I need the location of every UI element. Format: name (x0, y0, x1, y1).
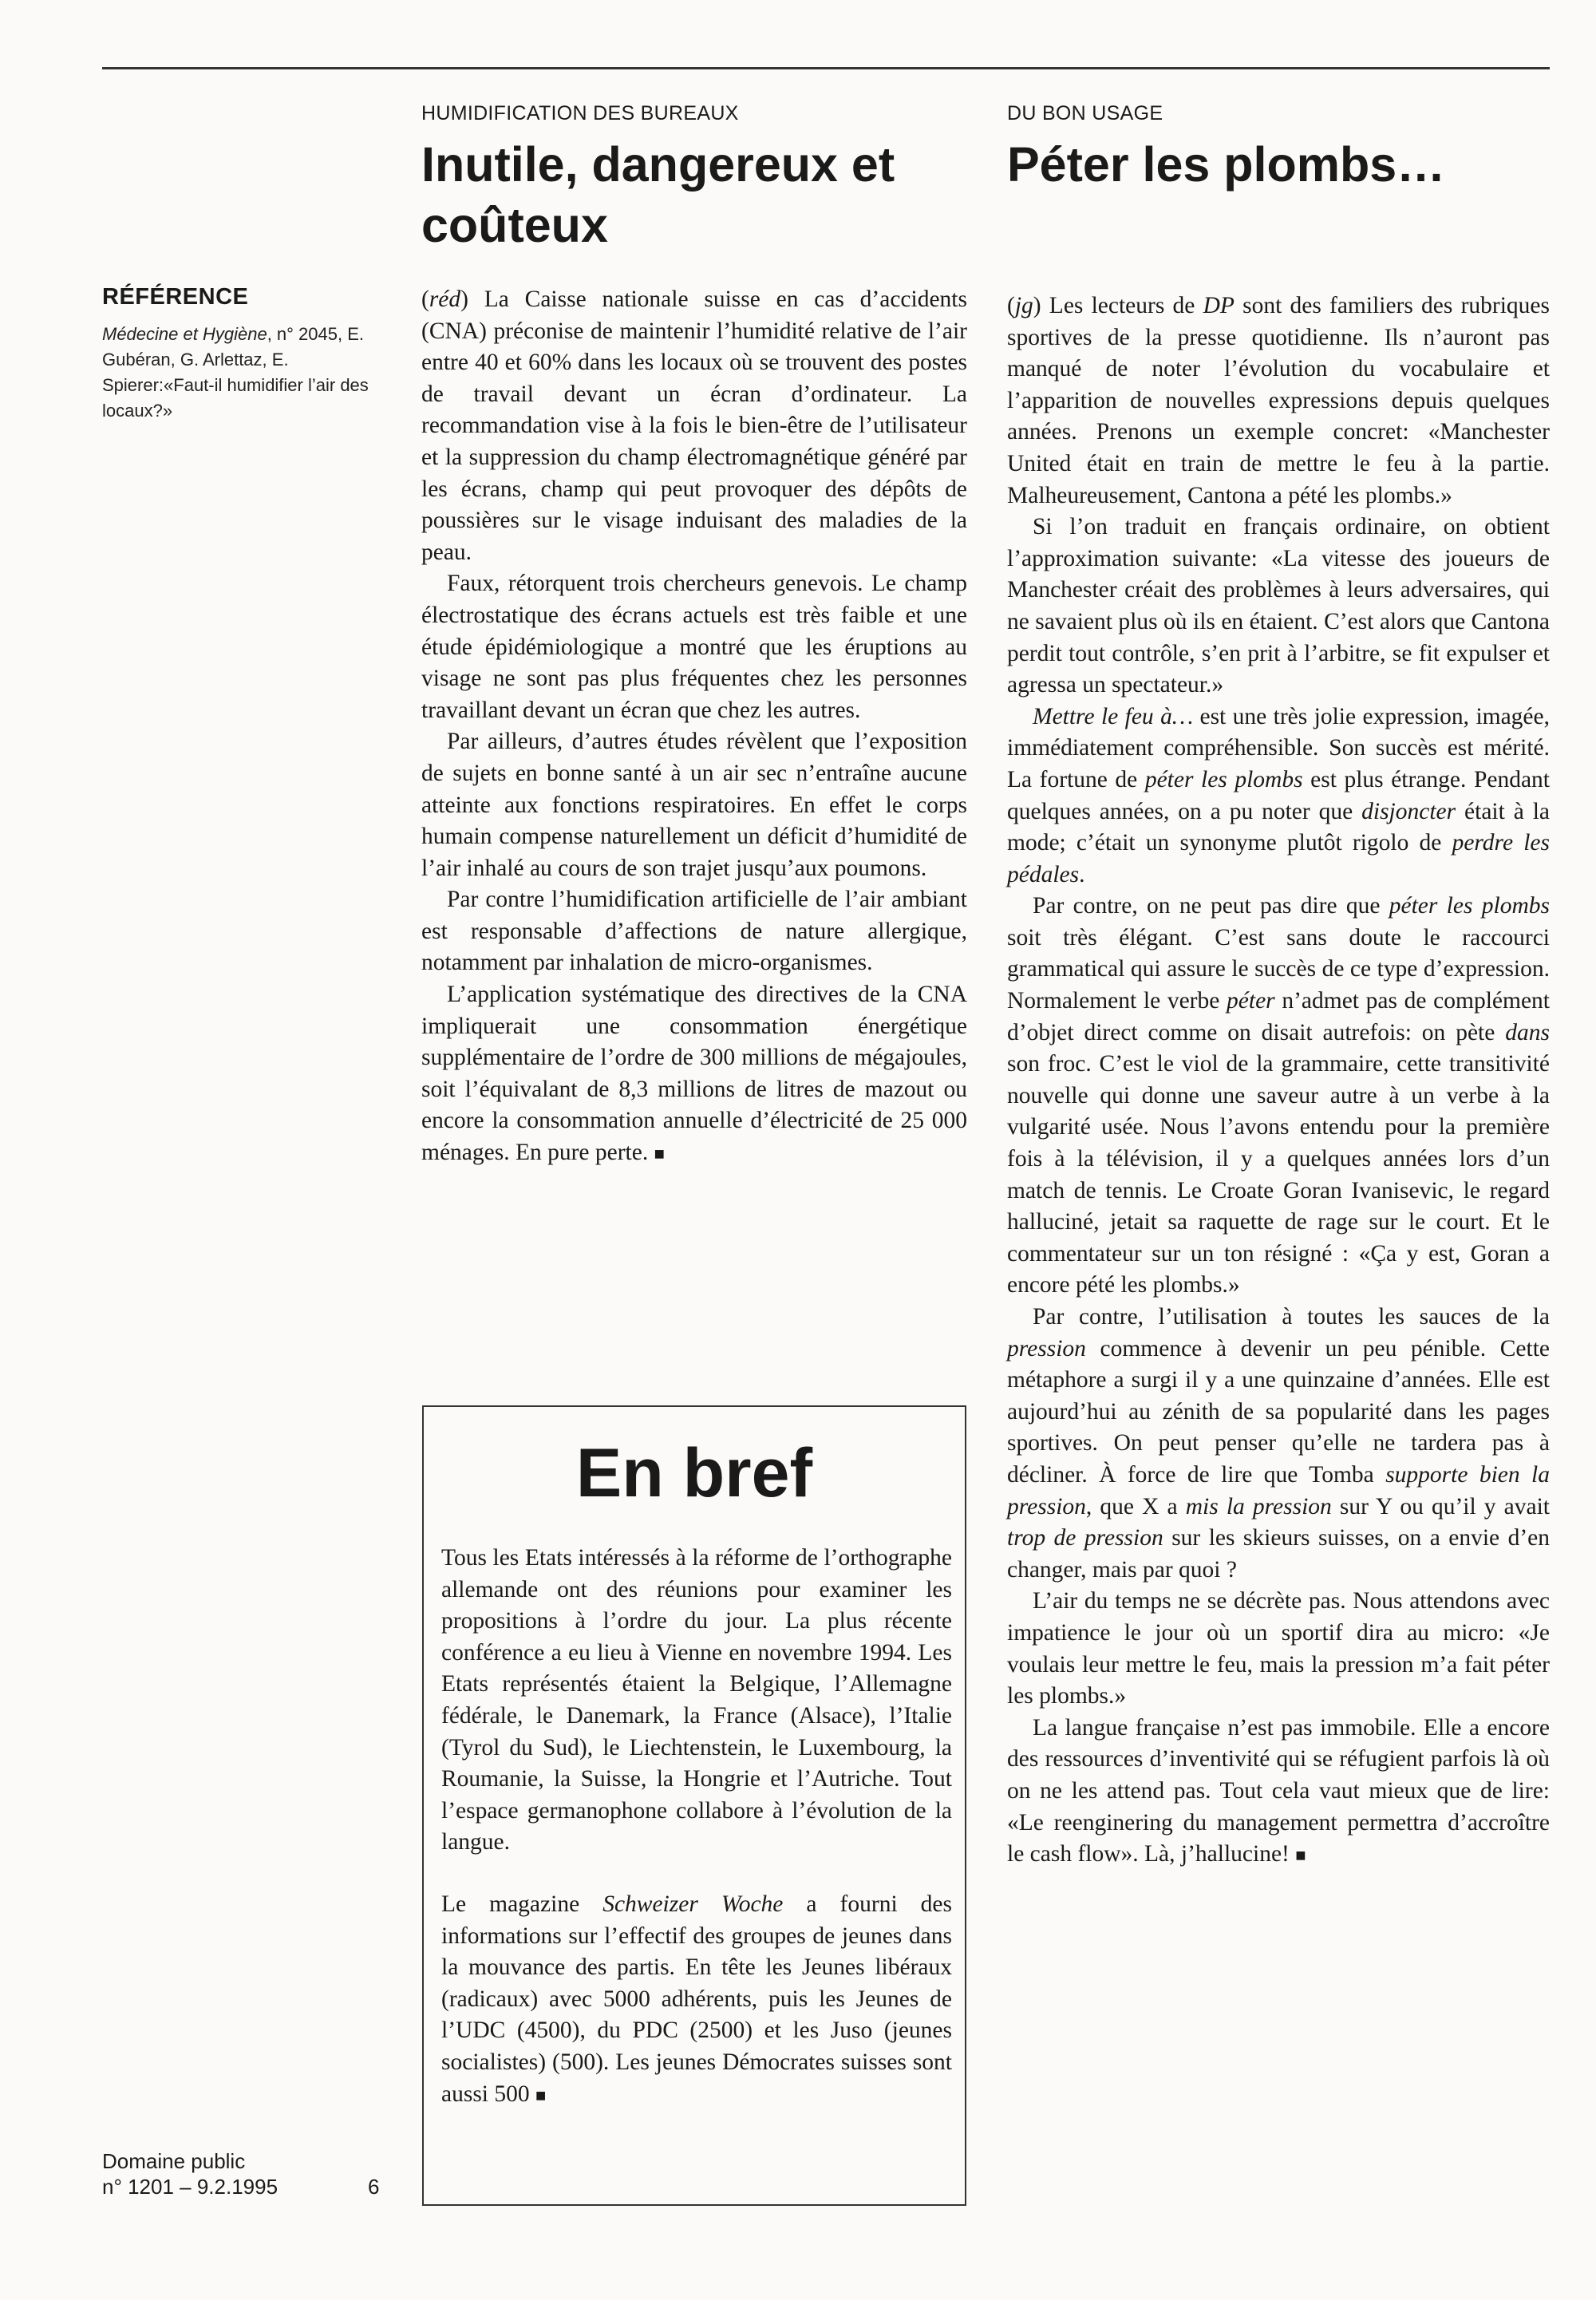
article2-body (1007, 290, 1550, 1871)
article1-paragraph: (réd) La Caisse nationale suisse en cas d’accidents (CNA) préconise de maintenir l’humidité relative de l’air entre 40 et 60% dans les locaux où se trouvent des postes de travail devant un écran d’ordinateur. La recommandation vise à la fois le bien-être de l’utilisateur et la suppression du champ électromagnétique généré par les écrans, champ qui peut provoquer des dépôts de poussières sur le visage induisant des maladies de la peau. (421, 287, 967, 565)
article2-paragraph: Par contre, l’utilisation à toutes les sauces de la pression commence à devenir un peu pénible. Cette métaphore a surgi il y a une quinzaine d’années. Elle est aujourd’hui au zénith de sa popularité dans les pages sportives. On peut penser qu’elle ne tardera pas à décliner. À force de lire que Tomba supporte bien la pression, que X a mis la pression sur Y ou qu’il y avait trop de pression sur les skieurs suisses, on a envie d’en changer, mais par quoi ? (1007, 1304, 1551, 1583)
magazine-name: Schweizer Woche (602, 1891, 784, 1917)
reference-citation (102, 322, 385, 424)
reference-details: , n° 2045, E. Gubéran, G. Arlettaz, E. Spierer:«Faut-il humidifier l’air des locaux?» (102, 324, 369, 421)
article2-author-tag: jg (1014, 293, 1033, 318)
page-number: 6 (368, 2175, 380, 2199)
article2-kicker: DU BON USAGE (1007, 102, 1163, 124)
article2-paragraph: Mettre le feu à… est une très jolie expression, imagée, immédiatement compréhensible. Son succès est mérité. La fortune de péter les plombs est plus étrange. Pendant quelques années, on a pu noter que disjoncter était à la mode; c’était un synonyme plutôt rigolo de perdre les pédales. (1007, 703, 1550, 887)
article1-kicker: HUMIDIFICATION DES BUREAUX (421, 102, 739, 124)
en-bref-body (441, 1543, 952, 2111)
article2-headline: Péter les plombs… (1007, 137, 1446, 192)
article1-headline-line1: Inutile, dangereux et (421, 137, 895, 192)
reference-journal: Médecine et Hygiène (102, 324, 267, 344)
article1-paragraph: Par ailleurs, d’autres études révèlent que l’exposition de sujets en bonne santé à un air sec n’entraîne aucune atteinte aux fonctions respiratoires. En effet le corps humain compense naturellement un déficit d’humidité de l’air inhalé au cours de son trajet jusqu’aux poumons. (421, 729, 967, 881)
article2-paragraph: Si l’on traduit en français ordinaire, on obtient l’approximation suivante: «La vitesse des joueurs de Manchester créait des problèmes à leurs adversaires, qui ne savaient plus où ils en étaient. C’est alors que Cantona perdit tout contrôle, s’en prit à l’arbitre, se fit expulser et agressa un spectateur.» (1007, 514, 1550, 698)
en-bref-paragraph: Tous les Etats intéressés à la réforme de l’orthographe allemande ont des réunions pour examiner les propositions à l’ordre du jour. La plus récente conférence a eu lieu à Vienne en novembre 1994. Les Etats représentés étaient la Belgique, l’Allemagne fédérale, le Danemark, la France (Alsace), l’Italie (Tyrol du Sud), le Liechtenstein, le Luxembourg, la Roumanie, la Suisse, la Hongrie et l’Autriche. Tout l’espace germanophone collabore à l’évolution de la langue. (441, 1545, 952, 1855)
en-bref-title: En bref (575, 1435, 813, 1512)
article2-paragraph: L’air du temps ne se décrète pas. Nous attendons avec impatience le jour où un sportif dira au micro: «Je voulais leur mettre le feu, mais la pression m’a fait péter les plombs.» (1007, 1588, 1550, 1709)
article1-paragraph: Par contre l’humidification artificielle de l’air ambiant est responsable d’affections de nature allergique, notamment par inhalation de micro-organismes. (421, 887, 967, 976)
end-of-article-mark: ■ (1295, 1845, 1306, 1866)
reference-heading: RÉFÉRENCE (102, 284, 249, 310)
top-rule (102, 67, 1550, 69)
end-of-article-mark: ■ (654, 1144, 665, 1164)
article1-headline-line2: coûteux (421, 198, 608, 252)
issue-info: n° 1201 – 9.2.1995 (102, 2175, 279, 2199)
article2-paragraph: La langue française n’est pas immobile. Elle a encore des ressources d’inventivité qui se réfugient parfois là où on ne les attend pas. Tout cela vaut mieux que de lire: «Le reenginering du management permettra d’accroître le cash flow». Là, j’hallucine! ■ (1007, 1714, 1550, 1867)
publication-name: Domaine public (102, 2149, 246, 2173)
article1-paragraph: Faux, rétorquent trois chercheurs genevois. Le champ électrostatique des écrans actuels est très faible et une étude épidémiologique a montré que les éruptions au visage ne sont pas plus fréquentes chez les personnes travaillant devant un écran que chez les autres. (421, 571, 967, 723)
en-bref-paragraph: Le magazine Schweizer Woche a fourni des informations sur l’effectif des groupes de jeunes dans la mouvance des partis. En tête les Jeunes libéraux (radicaux) avec 5000 adhérents, puis les Jeunes de l’UDC (4500), du PDC (2500) et les Juso (jeunes socialistes) (500). Les jeunes Démocrates suisses sont aussi 500 ■ (441, 1891, 952, 2107)
en-bref-box (422, 1405, 966, 2206)
article1-headline (421, 134, 980, 255)
page-footer (102, 2148, 389, 2199)
article1-author-tag: réd (429, 287, 461, 312)
reference-sidebar (102, 284, 385, 424)
end-of-article-mark: ■ (535, 2085, 547, 2105)
article1-body (421, 284, 967, 1170)
article2-paragraph: (jg) Les lecteurs de DP sont des familiers des rubriques sportives de la presse quotidienne. Ils n’auront pas manqué de noter l’évolution du vocabulaire et l’apparition de nouvelles expressions depuis quelques années. Prenons un exemple concret: «Manchester United était en train de mettre le feu à la partie. Malheureusement, Cantona a pété les plombs.» (1007, 293, 1550, 508)
article2-paragraph: Par contre, on ne peut pas dire que péter les plombs soit très élégant. C’est sans doute le raccourci grammatical qui assure le succès de ce type d’expression. Normalement le verbe péter n’admet pas de complément d’objet direct comme on disait autrefois: on pète dans son froc. C’est le viol de la grammaire, cette transitivité nouvelle qui donne une saveur autre à un verbe à la vulgarité usée. Nous l’avons entendu pour la première fois à la télévision, il y a quelques années lors d’un match de tennis. Le Croate Goran Ivanisevic, le regard halluciné, jetait sa raquette de rage sur le court. Et le commentateur sur un ton résigné : «Ça y est, Goran a encore pété les plombs.» (1007, 893, 1550, 1298)
article1-paragraph: L’application systématique des directives de la CNA impliquerait une consommation énergétique supplémentaire de l’ordre de 300 millions de mégajoules, soit l’équivalant de 8,3 millions de litres de mazout ou encore la consommation annuelle d’électricité de 25 000 ménages. En pure perte. ■ (421, 982, 967, 1166)
